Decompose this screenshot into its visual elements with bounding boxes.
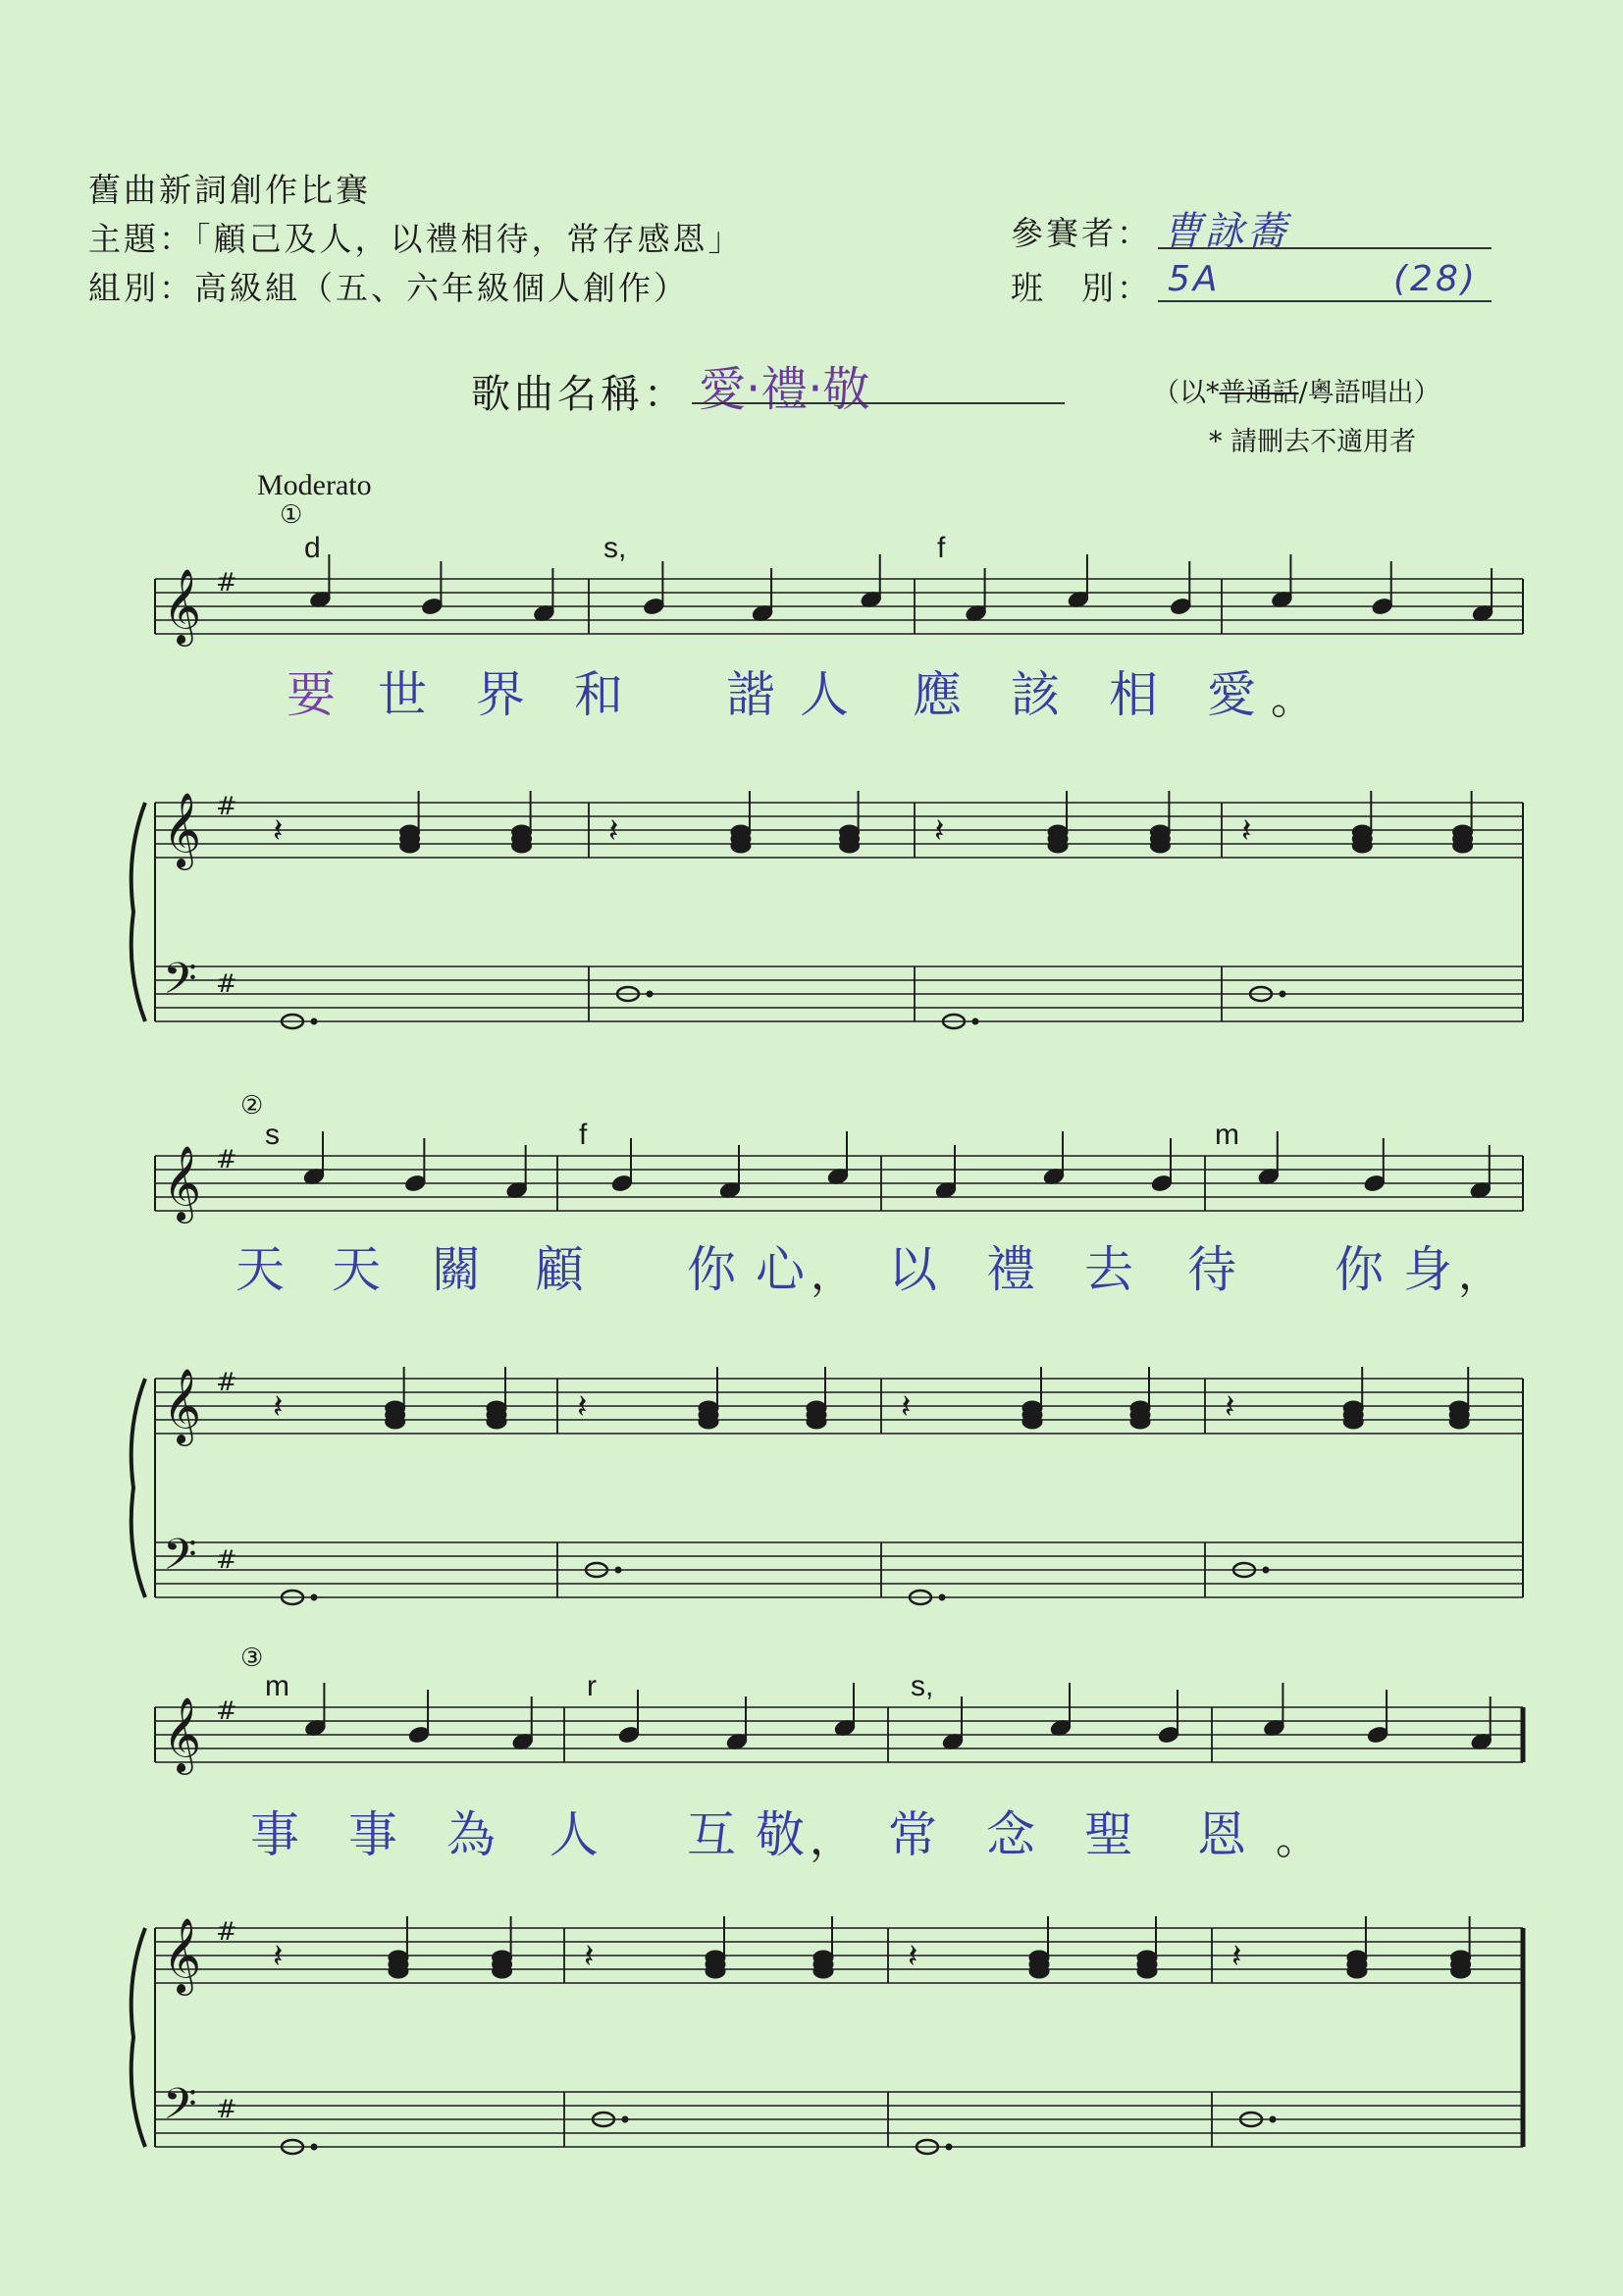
chord-s3-2: r bbox=[587, 1670, 597, 1702]
chord-s3-3: s, bbox=[911, 1670, 934, 1702]
system-number-2: ② bbox=[240, 1091, 264, 1121]
quarter-rest: 𝄽 bbox=[901, 1387, 912, 1427]
chord-note-head bbox=[400, 839, 420, 853]
chord-note-head bbox=[706, 1964, 725, 1978]
punctuation: 。 bbox=[1271, 674, 1314, 724]
sharp-sign: # bbox=[216, 1696, 237, 1726]
quarter-rest: 𝄽 bbox=[1241, 811, 1252, 851]
sharp-sign: # bbox=[216, 1145, 237, 1174]
punctuation: ， bbox=[1458, 1249, 1501, 1299]
chord-s2-1: s bbox=[265, 1119, 280, 1151]
lyric: 界 bbox=[476, 666, 525, 723]
chord-note-head bbox=[1150, 839, 1170, 853]
dot bbox=[647, 991, 653, 997]
lyric: 關 bbox=[432, 1241, 481, 1298]
treble-clef: 𝄞 bbox=[163, 1696, 202, 1772]
song-title-label: 歌曲名稱： bbox=[471, 372, 687, 417]
theme-line: 主題：「顧己及人，以禮相待，常存感恩」 bbox=[88, 220, 744, 258]
lyric: 諧 bbox=[726, 666, 775, 723]
lyric: 聖 bbox=[1084, 1806, 1133, 1863]
sharp-sign: # bbox=[216, 2095, 237, 2124]
system-number-3: ③ bbox=[240, 1644, 264, 1673]
brace bbox=[131, 1928, 145, 2147]
class-value: 5A bbox=[1168, 259, 1221, 299]
dot bbox=[311, 2144, 317, 2150]
lyric: 世 bbox=[378, 666, 427, 723]
lyric: 人 bbox=[800, 666, 849, 723]
quarter-rest: 𝄽 bbox=[273, 1937, 284, 1976]
lyric: 恩 bbox=[1197, 1806, 1246, 1863]
chord-note-head bbox=[1022, 1415, 1042, 1429]
dot bbox=[939, 1594, 945, 1600]
dot bbox=[1270, 2116, 1276, 2122]
chord-note-head bbox=[731, 839, 751, 853]
lyric: 常 bbox=[888, 1806, 937, 1863]
sharp-sign: # bbox=[216, 969, 237, 999]
lyric: 以 bbox=[888, 1241, 937, 1298]
participant-name: 曹詠蕎 bbox=[1163, 209, 1289, 254]
chord-s2-4: m bbox=[1215, 1119, 1239, 1151]
punctuation: 。 bbox=[1276, 1814, 1319, 1864]
tempo-marking: Moderato bbox=[257, 469, 372, 501]
bass-clef: 𝄢 bbox=[163, 953, 197, 1015]
dot bbox=[1280, 991, 1285, 997]
quarter-rest: 𝄽 bbox=[1231, 1937, 1242, 1976]
class-number: (28) bbox=[1393, 259, 1478, 299]
dot bbox=[311, 1594, 317, 1600]
song-title: 愛‧禮‧敬 bbox=[699, 362, 870, 417]
lyric: 顧 bbox=[535, 1241, 584, 1298]
quarter-rest: 𝄽 bbox=[1225, 1387, 1235, 1427]
competition-title: 舊曲新詞創作比賽 bbox=[88, 171, 371, 209]
chord-note-head bbox=[1029, 1964, 1049, 1978]
lyric: 事 bbox=[250, 1806, 299, 1863]
chord-note-head bbox=[1352, 839, 1372, 853]
treble-clef: 𝄞 bbox=[163, 792, 202, 867]
quarter-rest: 𝄽 bbox=[608, 811, 619, 851]
bass-clef: 𝄢 bbox=[163, 1529, 197, 1591]
dot bbox=[615, 1567, 621, 1573]
chord-s1-3: f bbox=[937, 532, 946, 564]
chord-note-head bbox=[1347, 1964, 1367, 1978]
delete-note: * 請刪去不適用者 bbox=[1209, 427, 1417, 457]
sharp-sign: # bbox=[216, 1545, 237, 1575]
quarter-rest: 𝄽 bbox=[908, 1937, 918, 1976]
punctuation: ， bbox=[810, 1814, 853, 1864]
dot bbox=[622, 2116, 628, 2122]
quarter-rest: 𝄽 bbox=[273, 811, 284, 851]
lyric: 相 bbox=[1109, 666, 1158, 723]
chord-note-head bbox=[1343, 1415, 1363, 1429]
lyric: 身 bbox=[1403, 1241, 1452, 1298]
dot bbox=[311, 1018, 317, 1024]
chord-s1-2: s, bbox=[603, 532, 627, 564]
lyric: 應 bbox=[913, 666, 962, 723]
treble-clef: 𝄞 bbox=[163, 1368, 202, 1443]
chord-note-head bbox=[487, 1415, 506, 1429]
lyric: 去 bbox=[1084, 1241, 1133, 1298]
chord-note-head bbox=[840, 839, 860, 853]
lyric: 天 bbox=[332, 1241, 381, 1298]
dot bbox=[972, 1018, 978, 1024]
lyric: 你 bbox=[1335, 1241, 1384, 1298]
system-number-1: ① bbox=[280, 500, 303, 530]
treble-clef: 𝄞 bbox=[163, 1145, 202, 1221]
lyric: 該 bbox=[1011, 666, 1060, 723]
chord-note-head bbox=[813, 1964, 833, 1978]
chord-note-head bbox=[1137, 1964, 1157, 1978]
language-struck: 普通話 bbox=[1219, 378, 1299, 408]
lyric: 禮 bbox=[986, 1241, 1035, 1298]
class-label: 班 別： bbox=[1011, 269, 1152, 307]
treble-clef: 𝄞 bbox=[163, 568, 202, 644]
lyric: 事 bbox=[348, 1806, 397, 1863]
lyric: 為 bbox=[446, 1806, 496, 1863]
lyric: 愛 bbox=[1207, 666, 1256, 723]
chord-note-head bbox=[1451, 1964, 1471, 1978]
participant-label: 參賽者： bbox=[1011, 214, 1152, 252]
lyric: 待 bbox=[1187, 1241, 1236, 1298]
chord-note-head bbox=[699, 1415, 718, 1429]
chord-note-head bbox=[389, 1964, 408, 1978]
sharp-sign: # bbox=[216, 792, 237, 821]
chord-note-head bbox=[493, 1964, 512, 1978]
chord-s3-1: m bbox=[265, 1670, 289, 1702]
lyric: 天 bbox=[236, 1241, 285, 1298]
group-line: 組別：高級組（五、六年級個人創作） bbox=[88, 269, 689, 307]
brace bbox=[131, 1379, 145, 1597]
treble-clef: 𝄞 bbox=[163, 1917, 202, 1993]
chord-note-head bbox=[1449, 1415, 1469, 1429]
chord-s1-1: d bbox=[304, 532, 321, 564]
lyric: 念 bbox=[986, 1806, 1035, 1863]
quarter-rest: 𝄽 bbox=[584, 1937, 595, 1976]
punctuation: ， bbox=[811, 1249, 854, 1299]
chord-note-head bbox=[386, 1415, 405, 1429]
lyric: 人 bbox=[550, 1806, 599, 1863]
sharp-sign: # bbox=[216, 1368, 237, 1397]
chord-note-head bbox=[807, 1415, 826, 1429]
lyric: 和 bbox=[574, 666, 623, 723]
sharp-sign: # bbox=[216, 568, 237, 598]
chord-note-head bbox=[512, 839, 532, 853]
language-rest: /粵語唱出） bbox=[1298, 378, 1440, 408]
chord-note-head bbox=[1048, 839, 1068, 853]
language-prefix: （以* bbox=[1153, 378, 1220, 408]
quarter-rest: 𝄽 bbox=[934, 811, 945, 851]
dot bbox=[946, 2144, 952, 2150]
sharp-sign: # bbox=[216, 1917, 237, 1947]
bass-clef: 𝄢 bbox=[163, 2078, 197, 2140]
lyric: 互 bbox=[687, 1806, 736, 1863]
lyric: 要 bbox=[287, 666, 336, 723]
chord-s2-2: f bbox=[579, 1119, 588, 1151]
lyric: 你 bbox=[687, 1241, 736, 1298]
dot bbox=[1263, 1567, 1269, 1573]
chord-note-head bbox=[1453, 839, 1473, 853]
chord-note-head bbox=[1130, 1415, 1150, 1429]
lyric: 敬 bbox=[756, 1806, 805, 1863]
quarter-rest: 𝄽 bbox=[273, 1387, 284, 1427]
quarter-rest: 𝄽 bbox=[577, 1387, 588, 1427]
lyric: 心 bbox=[756, 1241, 805, 1298]
brace bbox=[131, 803, 145, 1021]
